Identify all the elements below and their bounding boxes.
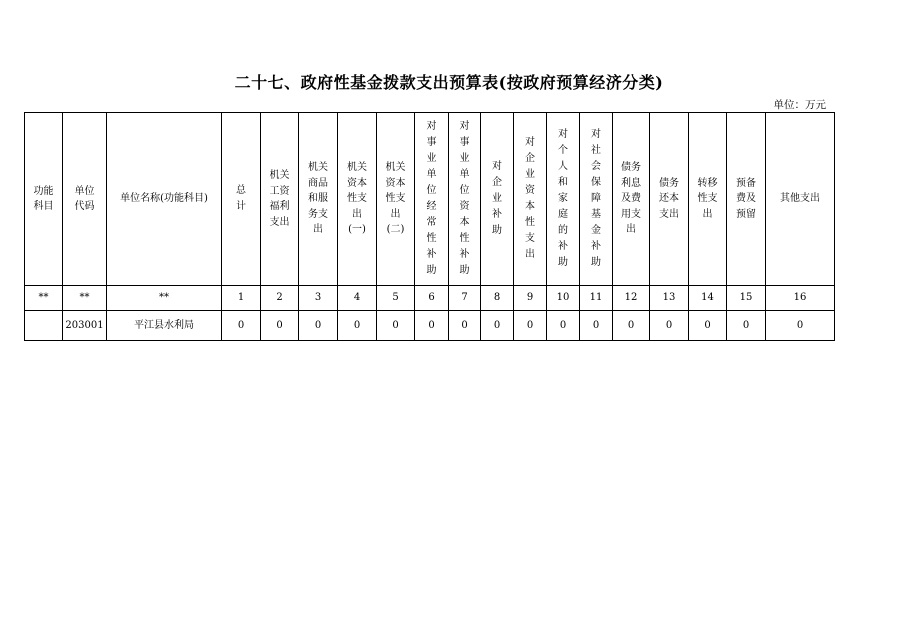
cell-value: 0 (580, 311, 613, 341)
header-other: 其他支出 (766, 113, 835, 286)
cell-func-subject (25, 311, 63, 341)
cell-value: 0 (547, 311, 580, 341)
header-inst-regular: 对事业单位经常性补助 (415, 113, 449, 286)
table-row (25, 311, 835, 341)
cell-value: 0 (650, 311, 689, 341)
number-cell: 3 (299, 286, 338, 311)
cell-value: 0 (261, 311, 299, 341)
cell-value: 0 (689, 311, 727, 341)
header-func-subject: 功能科目 (25, 113, 63, 286)
cell-unit-code: 203001 (63, 311, 107, 341)
header-household-subsidy: 对个人和家庭的补助 (547, 113, 580, 286)
header-social-security: 对社会保障基金补助 (580, 113, 613, 286)
number-cell: 13 (650, 286, 689, 311)
number-cell: 2 (261, 286, 299, 311)
number-cell: 9 (514, 286, 547, 311)
number-cell: ** (63, 286, 107, 311)
number-cell: 10 (547, 286, 580, 311)
cell-value: 0 (415, 311, 449, 341)
cell-value: 0 (481, 311, 514, 341)
number-row (25, 286, 835, 311)
header-unit-name: 单位名称(功能科目) (107, 113, 222, 286)
header-unit-code: 单位代码 (63, 113, 107, 286)
header-debt-principal: 债务还本支出 (650, 113, 689, 286)
header-debt-interest: 债务利息及费用支出 (613, 113, 650, 286)
cell-value: 0 (338, 311, 377, 341)
number-cell: 1 (222, 286, 261, 311)
header-wage-welfare: 机关工资福利支出 (261, 113, 299, 286)
number-cell: ** (25, 286, 63, 311)
unit-label: 单位：万元 (773, 99, 826, 111)
number-cell: ** (107, 286, 222, 311)
number-cell: 16 (766, 286, 835, 311)
cell-value: 0 (613, 311, 650, 341)
cell-value: 0 (299, 311, 338, 341)
header-reserve: 预备费及预留 (727, 113, 766, 286)
header-row (25, 113, 835, 286)
number-cell: 4 (338, 286, 377, 311)
header-capital-2: 机关资本性支出(二) (377, 113, 415, 286)
cell-value: 0 (766, 311, 835, 341)
number-cell: 12 (613, 286, 650, 311)
number-cell: 15 (727, 286, 766, 311)
header-inst-capital: 对事业单位资本性补助 (449, 113, 481, 286)
header-goods-services: 机关商品和服务支出 (299, 113, 338, 286)
cell-value: 0 (222, 311, 261, 341)
number-cell: 11 (580, 286, 613, 311)
number-cell: 7 (449, 286, 481, 311)
page-title: 二十七、政府性基金拨款支出预算表(按政府预算经济分类) (234, 73, 664, 92)
header-enterprise-capital: 对企业资本性支出 (514, 113, 547, 286)
header-capital-1: 机关资本性支出(一) (338, 113, 377, 286)
header-transfer: 转移性支出 (689, 113, 727, 286)
cell-value: 0 (449, 311, 481, 341)
cell-unit-name: 平江县水利局 (107, 311, 222, 341)
number-cell: 5 (377, 286, 415, 311)
number-cell: 6 (415, 286, 449, 311)
cell-value: 0 (514, 311, 547, 341)
number-cell: 14 (689, 286, 727, 311)
cell-value: 0 (377, 311, 415, 341)
cell-value: 0 (727, 311, 766, 341)
header-enterprise-subsidy: 对企业补助 (481, 113, 514, 286)
header-total: 总计 (222, 113, 261, 286)
budget-table (24, 112, 835, 341)
number-cell: 8 (481, 286, 514, 311)
